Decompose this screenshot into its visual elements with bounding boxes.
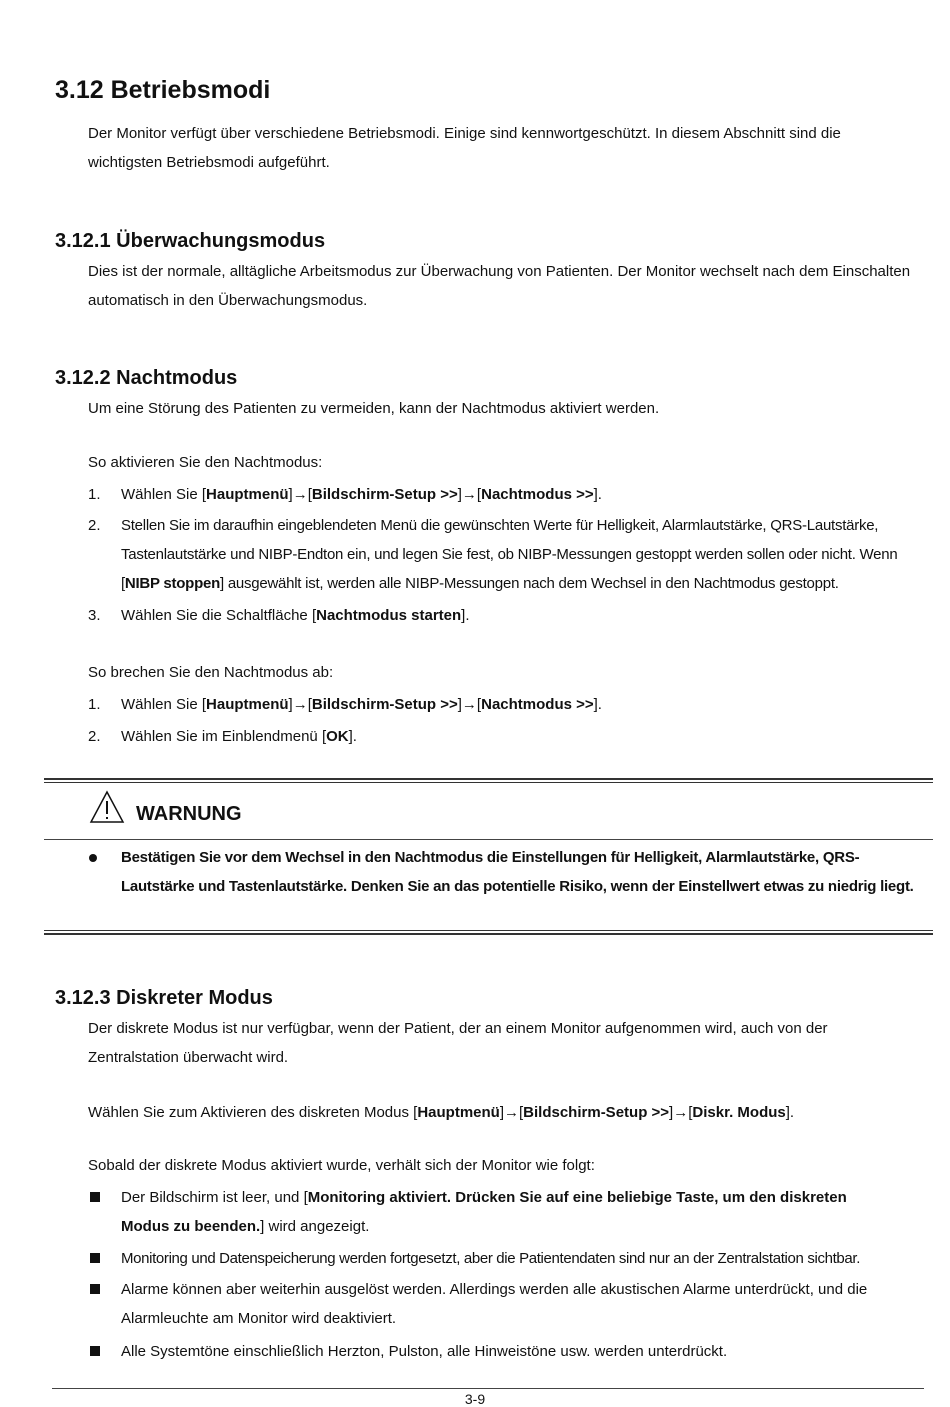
step-number: 1. bbox=[88, 696, 101, 713]
section-title-3-12-1: 3.12.1 Überwachungsmodus bbox=[55, 230, 326, 252]
discreet-bullet-1: Der Bildschirm ist leer, und [Monitoring aktiviert. Drücken Sie auf eine beliebige Taste, um den diskreten Modus zu beenden.] wird angezeigt. bbox=[121, 1189, 847, 1235]
section-intro: Der Monitor verfügt über verschiedene Betriebsmodi. Einige sind kennwortgeschützt. In diesem Abschnitt sind die wichtigsten Betriebsmodi aufgeführt. bbox=[88, 125, 841, 171]
night-mode-activate-heading: So aktivieren Sie den Nachtmodus: bbox=[88, 454, 323, 471]
step-number: 2. bbox=[88, 728, 101, 745]
warning-top-rule bbox=[44, 778, 933, 780]
discreet-mode-text: Der diskrete Modus ist nur verfügbar, wenn der Patient, der an einem Monitor aufgenommen wird, auch von der Zentralstation überwacht wird. bbox=[88, 1020, 828, 1066]
step-number: 2. bbox=[88, 517, 101, 534]
discreet-bullet-4: Alle Systemtöne einschließlich Herzton, Pulston, alle Hinweistöne usw. werden unterdrückt. bbox=[121, 1343, 728, 1360]
step-number: 1. bbox=[88, 486, 101, 503]
warning-bottom-rule-thin bbox=[44, 930, 933, 931]
warning-title: WARNUNG bbox=[136, 803, 242, 825]
activate-step-2: Stellen Sie im daraufhin eingeblendeten Menü die gewünschten Werte für Helligkeit, Alarmlautstärke, QRS-Lautstärke, Tastenlautstärke und NIBP-Endton ein, und legen Sie fest, ob NIBP-Messungen gestoppt werden sollen oder nicht. Wenn [NIBP stoppen] ausgewählt ist, werden alle NIBP-Messungen nach dem Wechsel in den Nachtmodus gestoppt. bbox=[121, 517, 898, 592]
bullet-square bbox=[90, 1253, 100, 1263]
step-number: 3. bbox=[88, 607, 101, 624]
bullet-square bbox=[90, 1192, 100, 1202]
bullet-square bbox=[90, 1284, 100, 1294]
warning-bottom-rule bbox=[44, 933, 933, 935]
activate-step-3: Wählen Sie die Schaltfläche [Nachtmodus starten]. bbox=[121, 607, 470, 624]
cancel-step-1: Wählen Sie [Hauptmenü]→[Bildschirm-Setup >>]→[Nachtmodus >>]. bbox=[121, 696, 602, 713]
bullet-dot bbox=[89, 854, 97, 862]
cancel-step-2: Wählen Sie im Einblendmenü [OK]. bbox=[121, 728, 357, 745]
monitoring-mode-text: Dies ist der normale, alltägliche Arbeitsmodus zur Überwachung von Patienten. Der Monitor wechselt nach dem Einschalten automatisch in den Überwachungsmodus. bbox=[88, 263, 911, 309]
activate-step-1: Wählen Sie [Hauptmenü]→[Bildschirm-Setup >>]→[Nachtmodus >>]. bbox=[121, 486, 602, 503]
night-mode-text: Um eine Störung des Patienten zu vermeiden, kann der Nachtmodus aktiviert werden. bbox=[88, 400, 660, 417]
page-number: 3-9 bbox=[464, 1391, 486, 1407]
warning-triangle-icon bbox=[89, 790, 125, 829]
section-title-3-12: 3.12 Betriebsmodi bbox=[55, 76, 271, 104]
bullet-square bbox=[90, 1346, 100, 1356]
discreet-behavior-heading: Sobald der diskrete Modus aktiviert wurde, verhält sich der Monitor wie folgt: bbox=[88, 1157, 595, 1174]
section-title-3-12-3: 3.12.3 Diskreter Modus bbox=[55, 987, 273, 1009]
discreet-mode-activate: Wählen Sie zum Aktivieren des diskreten Modus [Hauptmenü]→[Bildschirm-Setup >>]→[Diskr. Modus]. bbox=[88, 1104, 795, 1121]
warning-divider bbox=[44, 839, 933, 840]
discreet-bullet-3: Alarme können aber weiterhin ausgelöst werden. Allerdings werden alle akustischen Alarme unterdrückt, und die Alarmleuchte am Monitor wird deaktiviert. bbox=[121, 1281, 868, 1327]
footer-rule bbox=[52, 1388, 924, 1389]
warning-top-rule-thin bbox=[44, 782, 933, 783]
warning-text: Bestätigen Sie vor dem Wechsel in den Nachtmodus die Einstellungen für Helligkeit, Alarmlautstärke, QRS-Lautstärke und Tastenlautstärke. Denken Sie an das potentielle Risiko, wenn der Einstellwert etwas zu niedrig liegt. bbox=[121, 849, 914, 895]
discreet-bullet-2: Monitoring und Datenspeicherung werden fortgesetzt, aber die Patientendaten sind nur an der Zentralstation sichtbar. bbox=[121, 1250, 861, 1267]
section-title-3-12-2: 3.12.2 Nachtmodus bbox=[55, 367, 238, 389]
night-mode-cancel-heading: So brechen Sie den Nachtmodus ab: bbox=[88, 664, 334, 681]
